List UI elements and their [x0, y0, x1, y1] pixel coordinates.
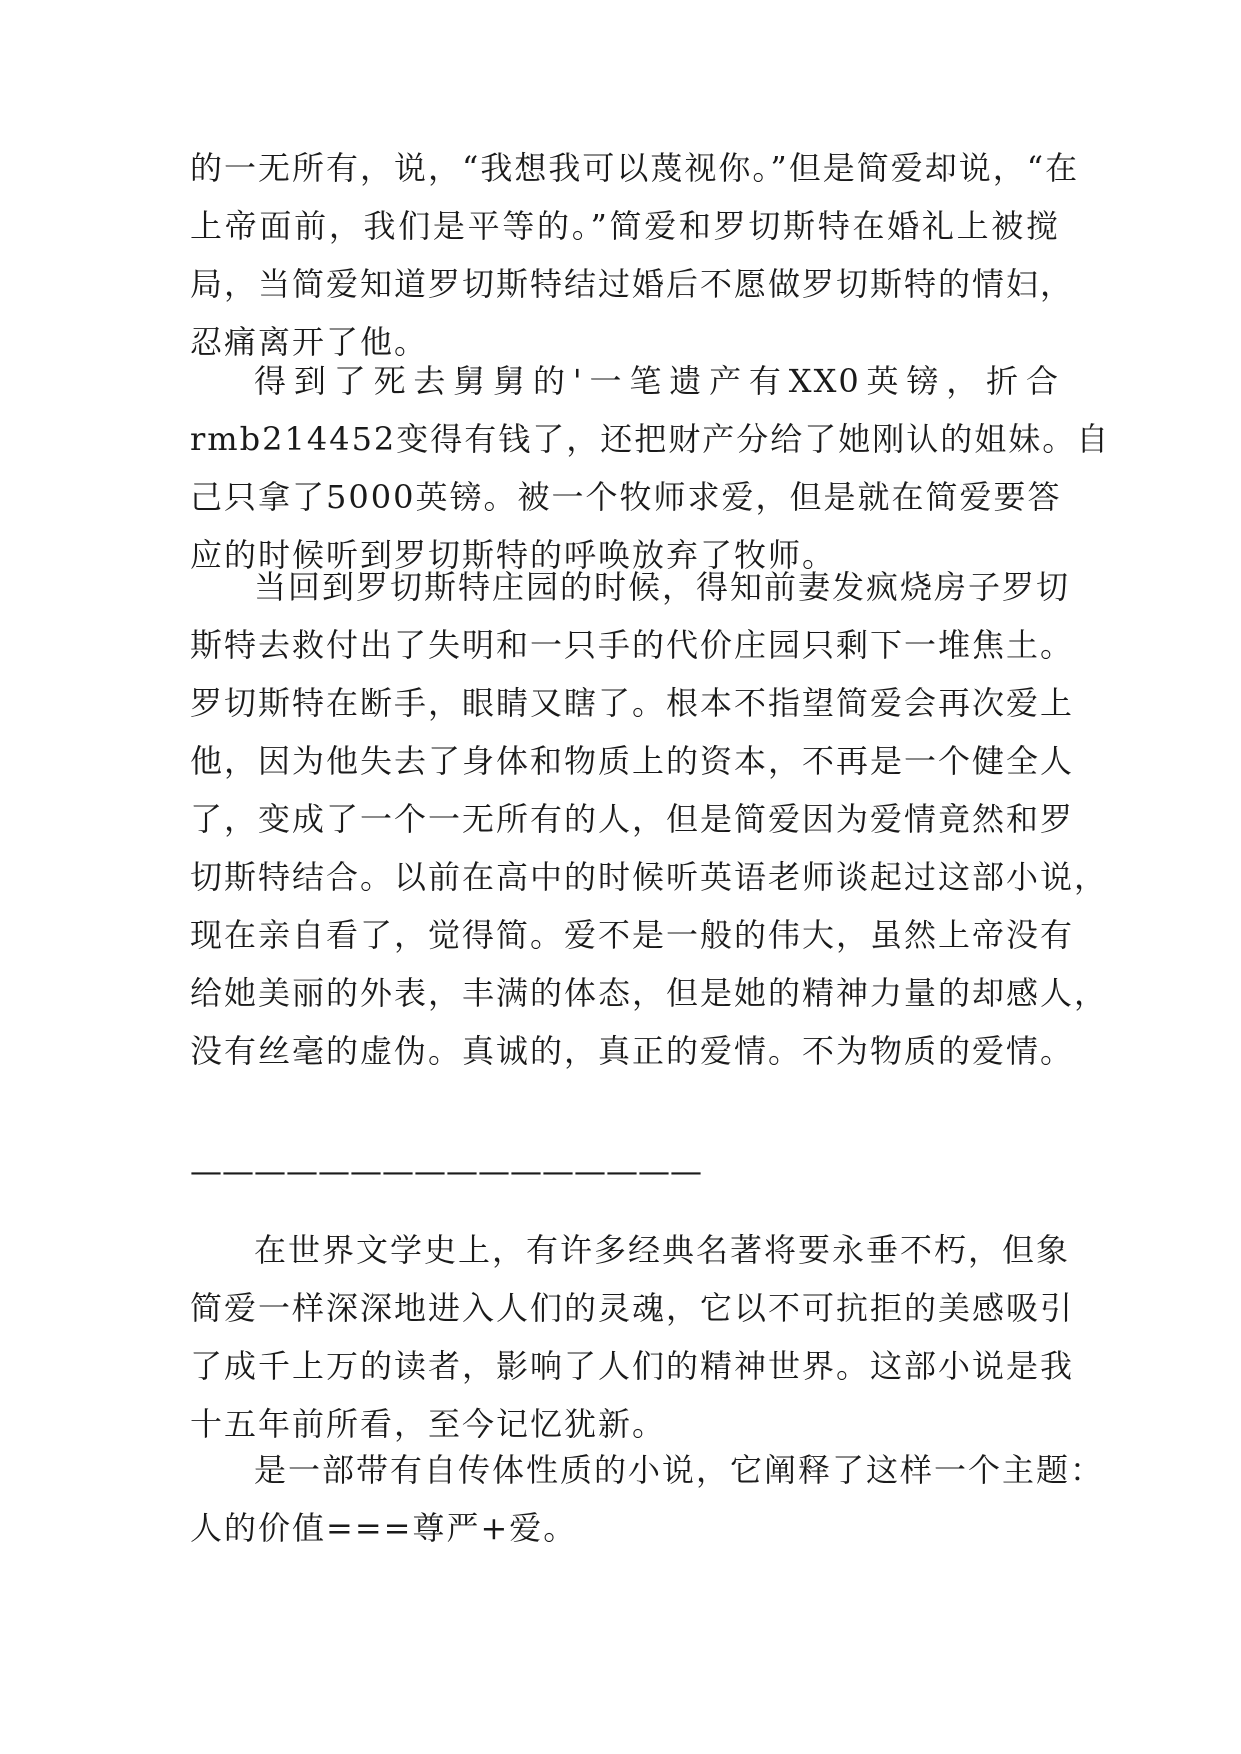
text-line: 忍痛离开了他。 [190, 323, 429, 361]
text-line: 应的时候听到罗切斯特的呼唤放弃了牧师。 [190, 536, 837, 574]
text-line: 在世界文学史上，有许多经典名著将要永垂不朽，但象 [254, 1231, 1071, 1269]
text-line: 没有丝毫的虚伪。真诚的，真正的爱情。不为物质的爱情。 [190, 1032, 1075, 1070]
text-line: 十五年前所看，至今记忆犹新。 [190, 1405, 667, 1443]
text-line: 给她美丽的外表，丰满的体态，但是她的精神力量的却感人， [190, 974, 1109, 1012]
text-line: 上帝面前，我们是平等的。”简爱和罗切斯特在婚礼上被搅 [190, 207, 1060, 245]
text-line: 罗切斯特在断手，眼睛又瞎了。根本不指望简爱会再次爱上 [190, 684, 1075, 722]
text-line: 的一无所有，说，“我想我可以蔑视你。”但是简爱却说，“在 [190, 149, 1080, 187]
text-line: 他，因为他失去了身体和物质上的资本，不再是一个健全人 [190, 742, 1075, 780]
text-line: 切斯特结合。以前在高中的时候听英语老师谈起过这部小说， [190, 858, 1109, 896]
paragraph-2 [190, 352, 1111, 584]
text-line: rmb214452变得有钱了，还把财产分给了她刚认的姐妹。自 [190, 420, 1111, 458]
text-line: 现在亲自看了，觉得简。爱不是一般的伟大，虽然上帝没有 [190, 916, 1075, 954]
paragraph-5 [190, 1441, 1105, 1557]
text-line: 得到了死去舅舅的'一笔遗产有XX0英镑，折合 [254, 362, 1060, 400]
text-line: 斯特去救付出了失明和一只手的代价庄园只剩下一堆焦土。 [190, 626, 1075, 664]
separator-line: ———————————————— [190, 1152, 702, 1190]
text-line: 局，当简爱知道罗切斯特结过婚后不愿做罗切斯特的情妇， [190, 265, 1075, 303]
text-line: 当回到罗切斯特庄园的时候，得知前妻发疯烧房子罗切 [254, 568, 1071, 606]
text-line: 了成千上万的读者，影响了人们的精神世界。这部小说是我 [190, 1347, 1075, 1385]
text-line: 是一部带有自传体性质的小说，它阐释了这样一个主题： [254, 1451, 1105, 1489]
paragraph-3 [190, 558, 1109, 1080]
text-line: 了，变成了一个一无所有的人，但是简爱因为爱情竟然和罗 [190, 800, 1075, 838]
text-line: 人的价值===尊严+爱。 [190, 1509, 578, 1547]
paragraph-1 [190, 139, 1080, 371]
text-line: 己只拿了5000英镑。被一个牧师求爱，但是就在简爱要答 [190, 478, 1062, 516]
paragraph-4 [190, 1221, 1075, 1453]
separator [190, 1142, 1060, 1200]
text-line: 简爱一样深深地进入人们的灵魂，它以不可抗拒的美感吸引 [190, 1289, 1075, 1327]
